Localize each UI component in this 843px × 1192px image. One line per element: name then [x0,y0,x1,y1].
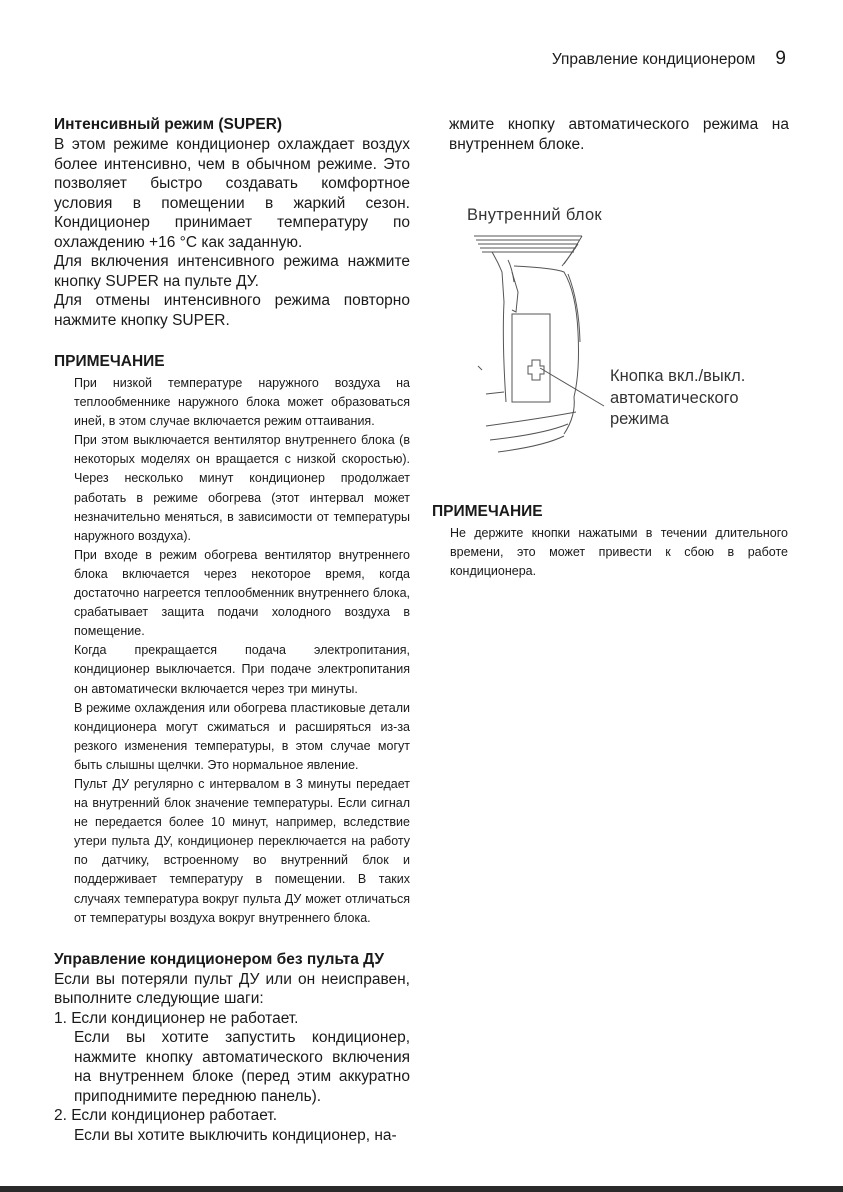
note-heading: ПРИМЕЧАНИЕ [54,353,165,370]
super-paragraph-3: Для отмены интенсивного режима повторно нажмите кнопку SUPER. [54,292,410,329]
figure-label-indoor-unit: Внутренний блок [467,206,602,224]
left-column [54,115,410,1145]
step-2-title: 2. Если кондиционер работает. [54,1107,277,1125]
indoor-unit-figure [464,202,764,462]
note-paragraph-6: Пульт ДУ регулярно с интервалом в 3 минуты передает на внутренний блок значение температуры. Если сигнал не передается более 10 минут, например, вследствие утери пульта ДУ, кондиционер переключается на работу по датчику, встроенному во внутренний блок и поддерживает температуру в помещении. В таких случаях температура вокруг пульта ДУ может отличаться от температуры воздуха вокруг внутреннего блока. [74,776,410,925]
step-2 [54,1106,410,1145]
note-paragraph-3: При входе в режим обогрева вентилятор внутреннего блока включается через некоторое время, когда достаточно нагреется теплообменник внутреннего блока, срабатывает защита подачи холодного воздуха в помещение. [74,547,410,639]
note-paragraph-4: Когда прекращается подача электропитания, кондиционер выключается. При подаче электропитания он автоматически включается через три минуты. [74,643,410,696]
manual-intro: Если вы потеряли пульт ДУ или он неисправен, выполните следующие шаги: [54,970,410,1008]
page-header [552,48,786,70]
manual-heading: Управление кондиционером без пульта ДУ [54,950,385,968]
figure-label-button-line-1: Кнопка вкл./выкл. [610,367,746,385]
note-paragraph-5: В режиме охлаждения или обогрева пластиковые детали кондиционера могут сжиматься и расширяться из-за резкого изменения температуры, в этом случае могут быть слышны щелчки. Это нормальное явление. [74,700,410,772]
figure-label-button-line-2: автоматического [610,388,739,407]
note2-block [432,502,788,581]
figure-label-button-line-3: режима [610,410,669,428]
right-column-continuation [449,115,789,154]
super-paragraph-2: Для включения интенсивного режима нажмите кнопку SUPER на пульте ДУ. [54,253,410,290]
running-title: Управление кондиционером [551,51,756,68]
step-1 [54,1009,410,1107]
note2-heading: ПРИМЕЧАНИЕ [432,503,543,520]
page-number: 9 [775,48,786,69]
bottom-rule [0,1186,843,1192]
note-paragraph-1: При низкой температуре наружного воздуха на теплообменнике наружного блока может образоваться иней, в этом случае включается режим оттаивания. [74,376,410,429]
super-heading: Интенсивный режим (SUPER) [54,116,283,133]
note-paragraph-2: При этом выключается вентилятор внутреннего блока (в некоторых моделях он вращается с низкой скоростью). Через несколько минут кондиционер продолжает работать в режиме обогрева (этот интервал может незначительно меняться, в зависимости от температуры наружного воздуха). [74,433,410,543]
step-1-title: 1. Если кондиционер не работает. [54,1009,299,1027]
note2-text: Не держите кнопки нажатыми в течении длительного времени, это может привести к сбою в работе кондиционера. [450,526,788,579]
figure-label-button [610,366,745,431]
super-paragraph-1: В этом режиме кондиционер охлаждает воздух более интенсивно, чем в обычном режиме. Это позволяет быстро создавать комфортное условия в помещении в жаркий сезон. Кондиционер принимает температуру по охлаждению +16 °С как заданную. [54,136,410,251]
step-2-text: Если вы хотите выключить кондиционер, на- [74,1126,397,1144]
continuation-text: жмите кнопку автоматического режима на внутреннем блоке. [449,116,789,153]
step-1-text: Если вы хотите запустить кондиционер, нажмите кнопку автоматического включения на внутреннем блоке (перед этим аккуратно приподнимите переднюю панель). [74,1029,410,1105]
